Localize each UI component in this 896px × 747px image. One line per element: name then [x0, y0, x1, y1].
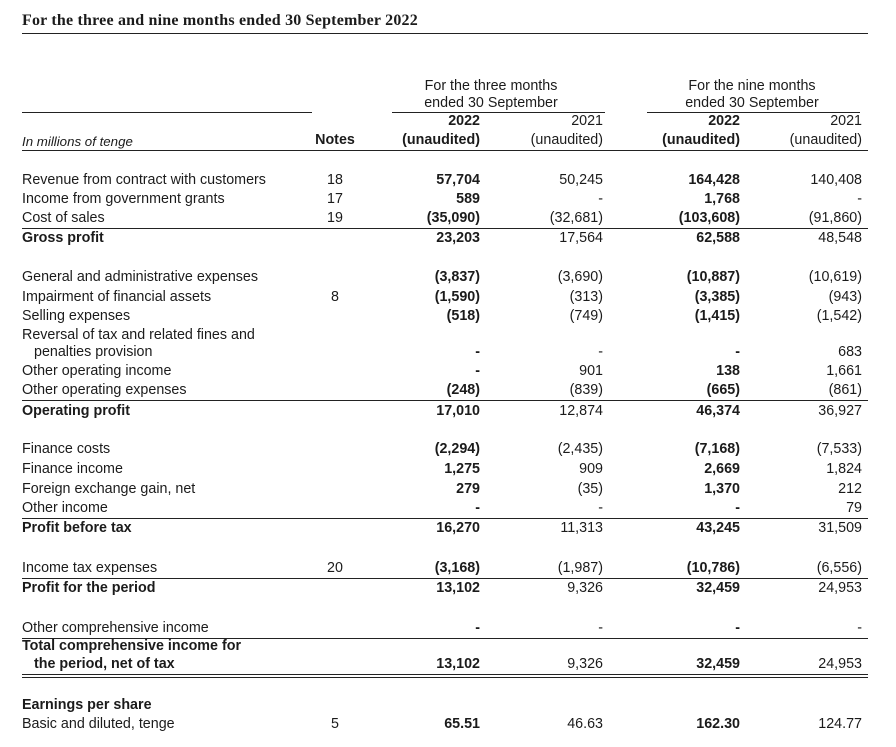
row-label: Other comprehensive income — [22, 620, 209, 636]
cell-n2022: (10,786) — [686, 560, 740, 576]
cell-n2021: 124.77 — [818, 716, 862, 732]
cell-q2021: 46.63 — [567, 716, 603, 732]
cell-q2022: 57,704 — [436, 172, 480, 188]
cell-q2021: - — [598, 191, 603, 207]
unit-label: In millions of tenge — [22, 134, 133, 149]
row-label: Foreign exchange gain, net — [22, 481, 196, 497]
cell-n2022: 32,459 — [696, 580, 740, 596]
title-divider — [22, 33, 868, 34]
cell-n2021: 140,408 — [810, 172, 862, 188]
total-double-rule — [22, 674, 868, 678]
cell-n2022: 138 — [716, 363, 740, 379]
header-unaudited-n2021: (unaudited) — [789, 132, 862, 148]
row-label: Reversal of tax and related fines and — [22, 327, 255, 343]
row-label: Cost of sales — [22, 210, 105, 226]
cell-q2022: (35,090) — [426, 210, 480, 226]
cell-q2022: (248) — [446, 382, 480, 398]
cell-n2022: 62,588 — [696, 230, 740, 246]
header-year-n2021: 2021 — [830, 113, 862, 129]
cell-n2022: 164,428 — [688, 172, 740, 188]
cell-q2021: (1,987) — [557, 560, 603, 576]
row-label: Total comprehensive income for — [22, 638, 242, 654]
cell-q2022: 23,203 — [436, 230, 480, 246]
cell-q2022: 13,102 — [436, 656, 480, 672]
cell-q2022: - — [475, 620, 480, 636]
row-label: Gross profit — [22, 230, 104, 246]
cell-q2022: 16,270 — [436, 520, 480, 536]
cell-q2021: 12,874 — [559, 403, 603, 419]
cell-note: 18 — [327, 172, 343, 188]
cell-q2021: (749) — [569, 308, 603, 324]
cell-note: 20 — [327, 560, 343, 576]
cell-n2022: (3,385) — [694, 289, 740, 305]
cell-q2021: 11,313 — [560, 520, 603, 536]
cell-q2022: 17,010 — [436, 403, 480, 419]
cell-n2021: 79 — [846, 500, 862, 516]
cell-n2021: (91,860) — [808, 210, 862, 226]
cell-q2021: 9,326 — [567, 656, 603, 672]
header-rule-bottom — [22, 150, 868, 151]
cell-q2022: (2,294) — [434, 441, 480, 457]
cell-q2021: (32,681) — [549, 210, 603, 226]
cell-q2021: 9,326 — [567, 580, 603, 596]
row-label: Income from government grants — [22, 191, 225, 207]
cell-n2022: 162.30 — [696, 716, 740, 732]
cell-n2022: (7,168) — [694, 441, 740, 457]
cell-n2021: (6,556) — [816, 560, 862, 576]
cell-q2022: - — [475, 344, 480, 360]
cell-n2021: (943) — [828, 289, 862, 305]
cell-n2021: 1,824 — [826, 461, 862, 477]
cell-q2022: (1,590) — [434, 289, 480, 305]
cell-n2021: (861) — [828, 382, 862, 398]
row-label: Other operating income — [22, 363, 172, 379]
row-label: Operating profit — [22, 403, 131, 419]
cell-q2022: - — [475, 363, 480, 379]
cell-n2022: (1,415) — [694, 308, 740, 324]
cell-n2022: 1,768 — [704, 191, 740, 207]
cell-n2021: 24,953 — [818, 656, 862, 672]
cell-q2022: 589 — [456, 191, 480, 207]
row-label: Income tax expenses — [22, 560, 158, 576]
row-label: Impairment of financial assets — [22, 289, 212, 305]
cell-n2021: 48,548 — [818, 230, 862, 246]
cell-n2022: 2,669 — [704, 461, 740, 477]
cell-q2021: 50,245 — [559, 172, 603, 188]
row-label: the period, net of tax — [34, 656, 175, 672]
cell-n2022: (10,887) — [686, 269, 740, 285]
cell-n2022: - — [735, 500, 740, 516]
cell-n2022: (103,608) — [678, 210, 740, 226]
header-nine-months: For the nine months ended 30 September — [685, 78, 819, 111]
header-rule-nine-months — [647, 112, 860, 113]
cell-q2021: (2,435) — [557, 441, 603, 457]
header-year-q2022: 2022 — [448, 113, 480, 129]
subtotal-rule — [22, 228, 868, 229]
cell-q2022: 1,275 — [444, 461, 480, 477]
cell-n2021: 212 — [838, 481, 862, 497]
cell-n2021: 36,927 — [818, 403, 862, 419]
cell-q2021: - — [598, 620, 603, 636]
row-label: Basic and diluted, tenge — [22, 716, 175, 732]
cell-q2021: 901 — [579, 363, 603, 379]
cell-n2021: 1,661 — [826, 363, 862, 379]
row-label: Finance costs — [22, 441, 111, 457]
header-rule-three-months — [392, 112, 605, 113]
row-label: Other operating expenses — [22, 382, 187, 398]
cell-note: 5 — [331, 716, 339, 732]
cell-note: 17 — [327, 191, 343, 207]
cell-q2022: - — [475, 500, 480, 516]
cell-n2021: (10,619) — [808, 269, 862, 285]
subtotal-rule — [22, 518, 868, 519]
cell-q2021: (839) — [569, 382, 603, 398]
cell-q2021: - — [598, 500, 603, 516]
cell-n2021: 24,953 — [818, 580, 862, 596]
header-year-q2021: 2021 — [571, 113, 603, 129]
cell-q2021: (35) — [577, 481, 603, 497]
cell-q2021: (313) — [569, 289, 603, 305]
row-label: penalties provision — [34, 344, 153, 360]
cell-n2021: - — [857, 620, 862, 636]
cell-q2022: 279 — [456, 481, 480, 497]
cell-n2021: (1,542) — [816, 308, 862, 324]
cell-n2021: 683 — [838, 344, 862, 360]
cell-n2022: - — [735, 620, 740, 636]
subtotal-rule — [22, 400, 868, 401]
header-unaudited-q2022: (unaudited) — [402, 132, 480, 148]
row-label: Profit for the period — [22, 580, 156, 596]
cell-q2021: 17,564 — [559, 230, 603, 246]
cell-n2022: 46,374 — [696, 403, 740, 419]
cell-n2022: (665) — [706, 382, 740, 398]
row-label: General and administrative expenses — [22, 269, 259, 285]
row-label: Earnings per share — [22, 697, 152, 713]
header-rule-left — [22, 112, 312, 113]
cell-q2022: 65.51 — [444, 716, 480, 732]
cell-q2021: 909 — [579, 461, 603, 477]
row-label: Revenue from contract with customers — [22, 172, 266, 188]
row-label: Other income — [22, 500, 108, 516]
cell-n2022: 43,245 — [696, 520, 740, 536]
cell-n2022: 32,459 — [696, 656, 740, 672]
cell-n2021: (7,533) — [816, 441, 862, 457]
cell-note: 19 — [327, 210, 343, 226]
subtotal-rule — [22, 578, 868, 579]
header-unaudited-n2022: (unaudited) — [662, 132, 740, 148]
row-label: Finance income — [22, 461, 123, 477]
cell-q2022: (3,168) — [434, 560, 480, 576]
cell-q2022: (3,837) — [434, 269, 480, 285]
cell-q2022: 13,102 — [436, 580, 480, 596]
cell-n2021: - — [857, 191, 862, 207]
page-title: For the three and nine months ended 30 September 2022 — [22, 12, 418, 29]
row-label: Profit before tax — [22, 520, 132, 536]
header-unaudited-q2021: (unaudited) — [530, 132, 603, 148]
cell-n2021: 31,509 — [818, 520, 862, 536]
header-three-months: For the three months ended 30 September — [424, 78, 558, 111]
notes-header: Notes — [315, 132, 355, 148]
cell-note: 8 — [331, 289, 339, 305]
cell-n2022: 1,370 — [704, 481, 740, 497]
cell-q2022: (518) — [446, 308, 480, 324]
cell-q2021: (3,690) — [557, 269, 603, 285]
row-label: Selling expenses — [22, 308, 131, 324]
cell-n2022: - — [735, 344, 740, 360]
header-year-n2022: 2022 — [708, 113, 740, 129]
cell-q2021: - — [598, 344, 603, 360]
